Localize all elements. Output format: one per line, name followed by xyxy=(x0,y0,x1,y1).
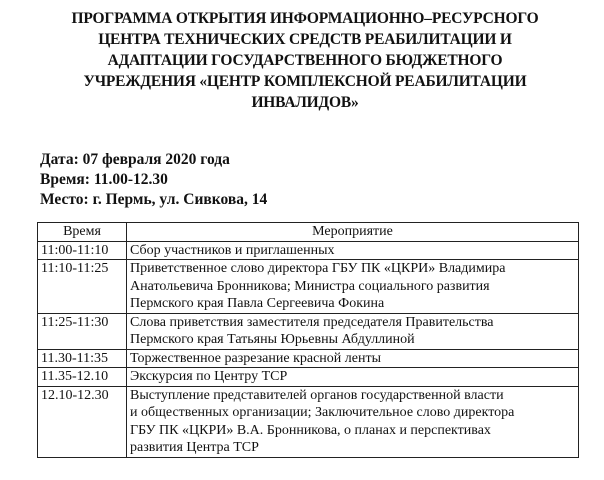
event-cell xyxy=(127,349,579,368)
event-line: ГБУ ПК «ЦКРИ» В.А. Бронникова, о планах и перспективах xyxy=(130,422,491,438)
title-line: УЧРЕЖДЕНИЯ «ЦЕНТР КОМПЛЕКСНОЙ РЕАБИЛИТАЦИИ xyxy=(83,73,527,90)
table-row xyxy=(38,260,579,314)
event-line: Анатольевича Бронникова; Министра социального развития xyxy=(130,278,490,294)
event-line: Пермского края Павла Сергеевича Фокина xyxy=(130,296,385,311)
event-line: Слова приветствия заместителя председателя Правительства xyxy=(130,314,494,330)
time-cell: 11:25-11:30 xyxy=(38,313,127,349)
event-cell xyxy=(127,241,579,260)
event-line: Пермского края Татьяны Юрьевны Абдуллиной xyxy=(130,332,415,347)
event-line: Сбор участников и приглашенных xyxy=(130,242,335,258)
event-cell xyxy=(127,260,579,314)
table-row xyxy=(38,313,579,349)
event-cell xyxy=(127,386,579,457)
event-details xyxy=(40,150,267,210)
schedule-table xyxy=(37,222,579,458)
event-line: Экскурсия по Центру ТСР xyxy=(130,369,288,384)
table-row xyxy=(38,241,579,260)
time-cell: 11:10-11:25 xyxy=(38,260,127,314)
header-event: Мероприятие xyxy=(127,223,579,242)
table-row xyxy=(38,349,579,368)
event-line: развития Центра ТСР xyxy=(130,440,259,455)
event-cell xyxy=(127,368,579,387)
table-header-row xyxy=(38,223,579,242)
event-line: Выступление представителей органов государственной власти xyxy=(130,387,504,403)
event-line: Торжественное разрезание красной ленты xyxy=(130,350,381,366)
time-cell: 12.10-12.30 xyxy=(38,386,127,457)
table-row xyxy=(38,386,579,457)
event-cell xyxy=(127,313,579,349)
table-row xyxy=(38,368,579,387)
event-date: Дата: 07 февраля 2020 года xyxy=(40,151,230,168)
header-time: Время xyxy=(38,223,127,242)
event-line: Приветственное слово директора ГБУ ПК «ЦКРИ» Владимира xyxy=(130,261,506,276)
time-cell: 11.35-12.10 xyxy=(38,368,127,387)
title-line: ЦЕНТРА ТЕХНИЧЕСКИХ СРЕДСТВ РЕАБИЛИТАЦИИ И xyxy=(98,31,512,48)
title-line: ПРОГРАММА ОТКРЫТИЯ ИНФОРМАЦИОННО–РЕСУРСНОГО xyxy=(71,10,539,27)
title-line: ИНВАЛИДОВ» xyxy=(251,94,359,111)
event-time: Время: 11.00-12.30 xyxy=(40,171,168,188)
time-cell: 11.30-11:35 xyxy=(38,349,127,368)
time-cell: 11:00-11:10 xyxy=(38,241,127,260)
document-title xyxy=(40,8,570,113)
event-line: и общественных организации; Заключительное слово директора xyxy=(130,405,515,420)
title-line: АДАПТАЦИИ ГОСУДАРСТВЕННОГО БЮДЖЕТНОГО xyxy=(107,52,503,69)
event-place: Место: г. Пермь, ул. Сивкова, 14 xyxy=(40,191,268,208)
